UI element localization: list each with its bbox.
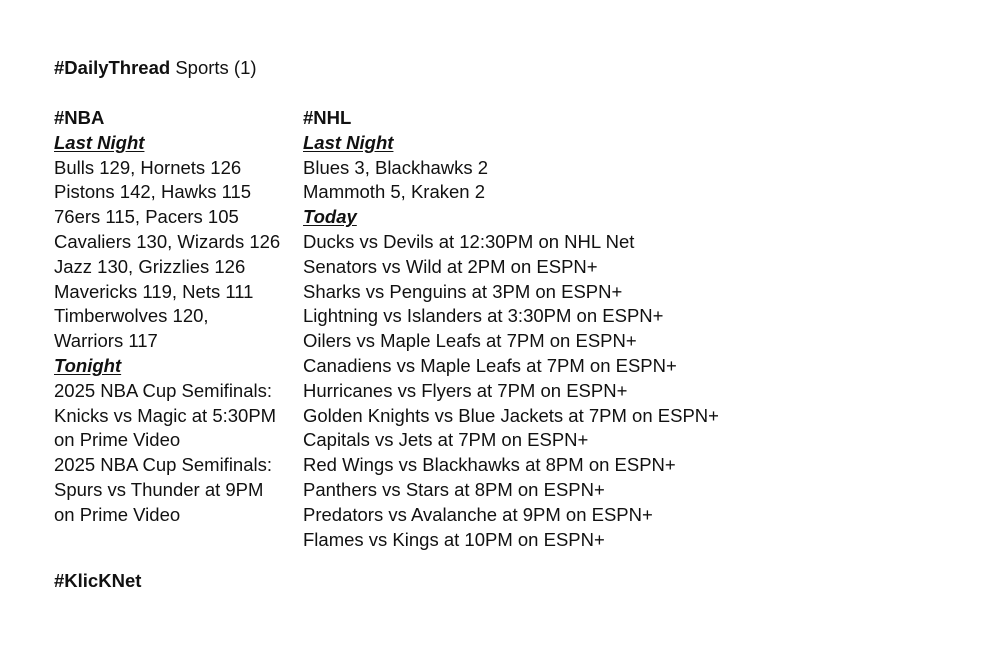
document: [54, 56, 954, 591]
nba-result-line: 76ers 115, Pacers 105: [54, 206, 239, 228]
nhl-schedule-line: Ducks vs Devils at 12:30PM on NHL Net: [303, 230, 635, 252]
nhl-schedule-line: Flames vs Kings at 10PM on ESPN+: [303, 528, 605, 550]
nba-result-line: Cavaliers 130, Wizards 126: [54, 230, 281, 252]
nhl-schedule-line: Golden Knights vs Blue Jackets at 7PM on ESPN+: [303, 404, 719, 426]
nhl-schedule-line: Panthers vs Stars at 8PM on ESPN+: [303, 478, 605, 500]
nhl-schedule-line: Sharks vs Penguins at 3PM on ESPN+: [303, 280, 623, 302]
nhl-result-line: Blues 3, Blackhawks 2: [303, 156, 489, 178]
nhl-schedule-line: Predators vs Avalanche at 9PM on ESPN+: [303, 503, 653, 525]
nba-schedule-line: on Prime Video: [54, 429, 181, 451]
nba-schedule-line: 2025 NBA Cup Semifinals:: [54, 379, 273, 401]
daily-thread-hashtag: #DailyThread: [54, 57, 171, 78]
nhl-schedule-line: Lightning vs Islanders at 3:30PM on ESPN+: [303, 305, 664, 327]
nba-last-night-label: Last Night: [54, 131, 145, 153]
nhl-last-night-list: [303, 156, 943, 206]
nhl-schedule-line: Oilers vs Maple Leafs at 7PM on ESPN+: [303, 330, 637, 352]
nhl-schedule-line: Senators vs Wild at 2PM on ESPN+: [303, 255, 598, 277]
nba-result-line: Timberwolves 120,: [54, 305, 209, 327]
nhl-schedule-line: Canadiens vs Maple Leafs at 7PM on ESPN+: [303, 354, 677, 376]
nba-schedule-line: on Prime Video: [54, 503, 181, 525]
nba-result-line: Pistons 142, Hawks 115: [54, 181, 252, 203]
title-text: Sports (1): [170, 57, 257, 78]
nba-heading: #NBA: [54, 107, 105, 128]
nhl-today-label: Today: [303, 206, 357, 228]
nba-result-line: Warriors 117: [54, 330, 158, 352]
nba-result-line: Bulls 129, Hornets 126: [54, 156, 242, 178]
nba-result-line: Jazz 130, Grizzlies 126: [54, 255, 246, 277]
nhl-last-night-label: Last Night: [303, 131, 394, 153]
klicknet-hashtag: #KlicKNet: [54, 570, 142, 591]
nhl-schedule-line: Red Wings vs Blackhawks at 8PM on ESPN+: [303, 454, 676, 476]
nhl-column: [303, 106, 943, 552]
nba-result-line: Mavericks 119, Nets 111: [54, 280, 254, 302]
nhl-result-line: Mammoth 5, Kraken 2: [303, 181, 485, 203]
nba-schedule-line: Knicks vs Magic at 5:30PM: [54, 404, 277, 426]
nhl-schedule-line: Capitals vs Jets at 7PM on ESPN+: [303, 429, 589, 451]
nba-schedule-line: 2025 NBA Cup Semifinals:: [54, 454, 273, 476]
nba-schedule-line: Spurs vs Thunder at 9PM: [54, 478, 264, 500]
nhl-schedule-line: Hurricanes vs Flyers at 7PM on ESPN+: [303, 379, 628, 401]
nhl-heading: #NHL: [303, 107, 352, 128]
nba-tonight-list: [54, 379, 294, 528]
nba-tonight-label: Tonight: [54, 354, 122, 376]
document-title: [54, 56, 954, 81]
nba-last-night-list: [54, 156, 294, 354]
nba-column: [54, 106, 294, 528]
nhl-today-list: [303, 230, 943, 552]
